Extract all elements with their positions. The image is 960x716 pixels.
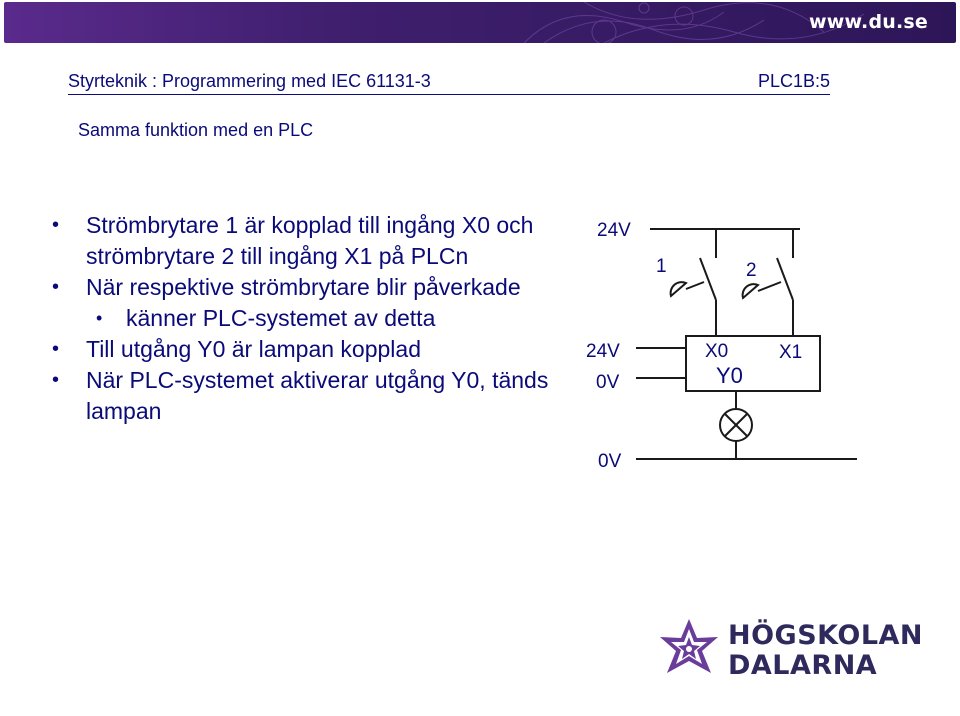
- site-url[interactable]: www.du.se: [808, 11, 928, 33]
- ground-bottom-label: 0V: [598, 451, 622, 472]
- logo-line1: HÖGSKOLAN: [728, 620, 924, 651]
- supply-top-label: 24V: [597, 220, 631, 241]
- switch1-contact: [700, 258, 716, 300]
- slide-code: PLC1B:5: [757, 71, 830, 91]
- output-y0-label: Y0: [716, 363, 743, 388]
- plc-ground-label: 0V: [596, 372, 620, 393]
- switch1-actuator-icon: [671, 282, 686, 296]
- bullet-item: • Strömbrytare 1 är kopplad till ingång X0 och strömbrytare 2 till ingång X1 på PLCn: [50, 210, 570, 272]
- switch1-push-link: [686, 282, 704, 289]
- switch2-contact: [777, 258, 793, 300]
- switch2-label: 2: [746, 260, 757, 281]
- logo-line2: DALARNA: [728, 650, 878, 681]
- plc-supply-label: 24V: [586, 341, 620, 362]
- switch1-label: 1: [656, 256, 667, 277]
- input-x0-label: X0: [705, 341, 729, 362]
- switch2-push-link: [758, 282, 781, 291]
- input-x1-label: X1: [779, 342, 803, 363]
- switch2-actuator-icon: [743, 284, 758, 298]
- hogskolan-star-logo-icon: [654, 615, 724, 685]
- bullet-item: • När PLC-systemet aktiverar utgång Y0, tänds lampan: [50, 365, 570, 427]
- slide-subtitle: Samma funktion med en PLC: [78, 120, 314, 140]
- bullet-item: • När respektive strömbrytare blir påverkade: [50, 272, 570, 303]
- sub-bullet-item: • känner PLC-systemet av detta: [50, 303, 570, 334]
- course-title: Styrteknik : Programmering med IEC 61131-3: [68, 71, 431, 91]
- bullet-item: • Till utgång Y0 är lampan kopplad: [50, 334, 570, 365]
